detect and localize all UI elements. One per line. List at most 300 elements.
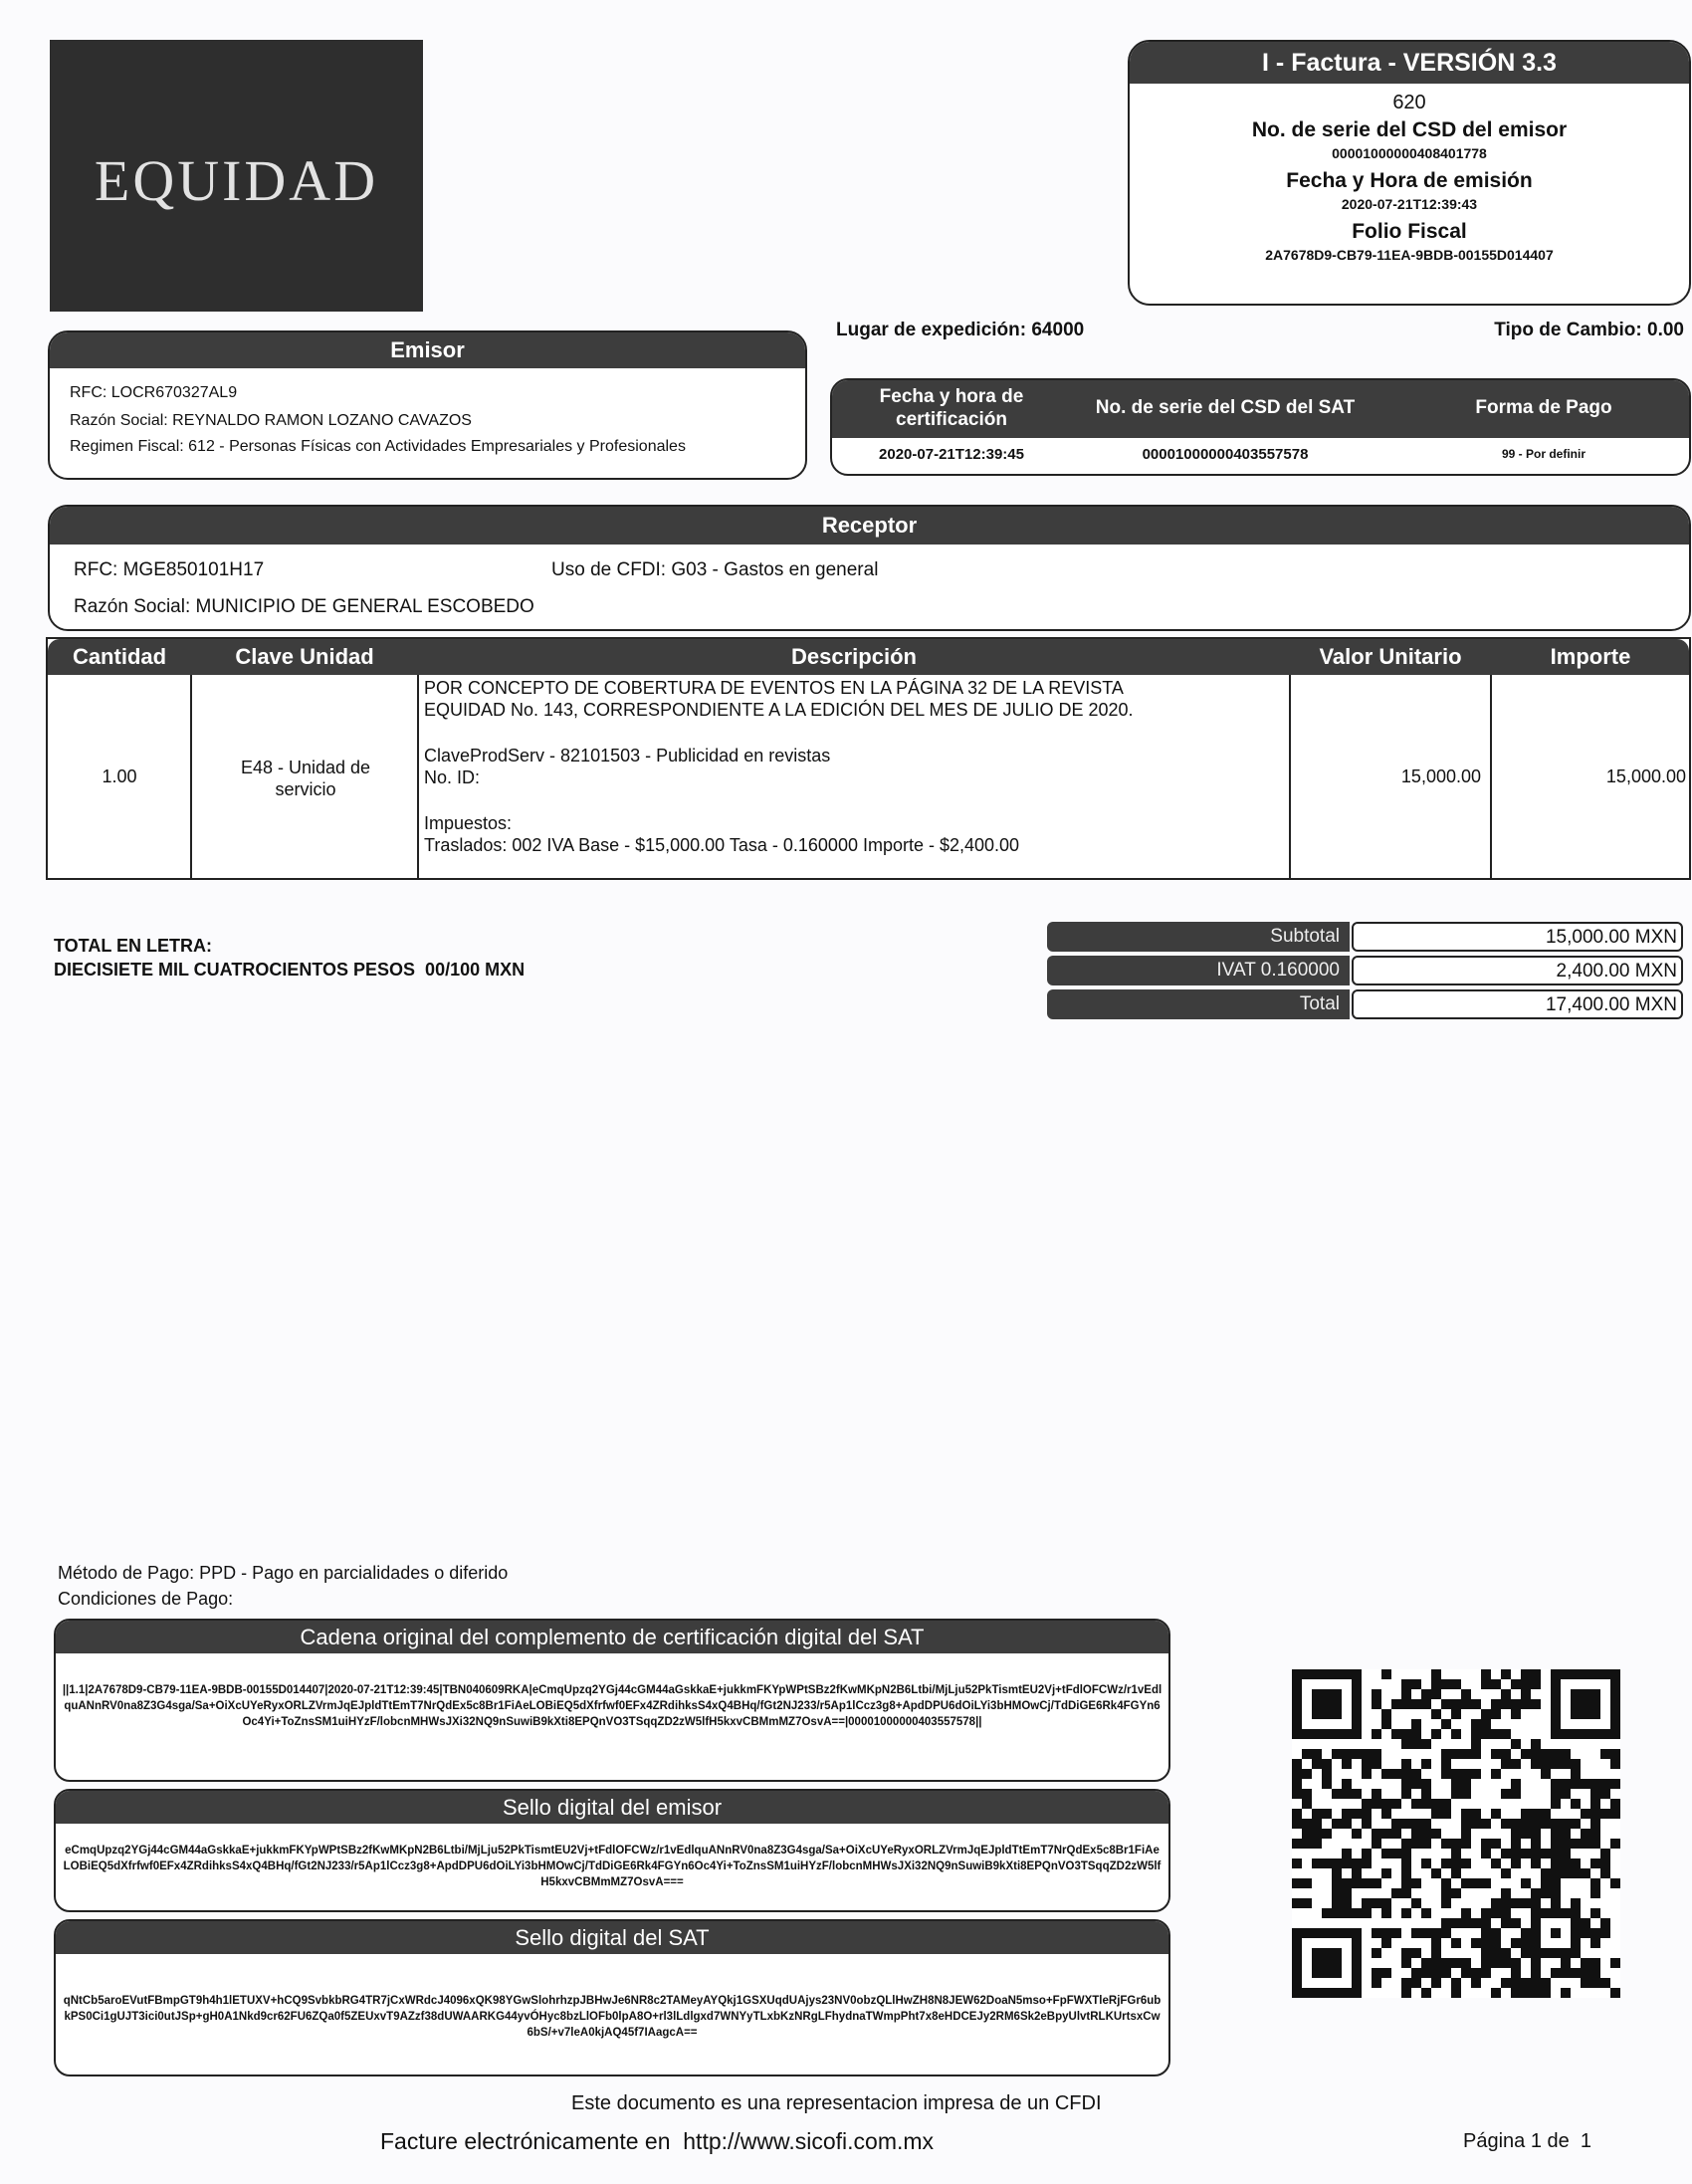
qr-module <box>1521 1809 1531 1819</box>
qr-module <box>1421 1689 1431 1699</box>
cell-impuestos: Impuestos: <box>424 813 513 833</box>
factura-number: 620 <box>1392 92 1426 113</box>
qr-module <box>1551 1789 1561 1799</box>
sello-emisor-box <box>54 1789 1170 1912</box>
qr-module <box>1541 1769 1551 1779</box>
qr-module <box>1590 1968 1600 1978</box>
emisor-title: Emisor <box>50 332 805 368</box>
qr-module <box>1471 1699 1481 1709</box>
qr-module <box>1441 1958 1451 1968</box>
qr-module <box>1372 1749 1381 1759</box>
qr-module <box>1471 1719 1481 1729</box>
qr-module <box>1401 1908 1411 1918</box>
qr-module <box>1531 1968 1541 1978</box>
qr-module <box>1401 1739 1411 1749</box>
column-divider <box>1289 675 1291 878</box>
qr-module <box>1451 1839 1461 1849</box>
qr-module <box>1401 1689 1411 1699</box>
qr-module <box>1590 1819 1600 1829</box>
qr-module <box>1461 1789 1471 1799</box>
qr-module <box>1411 1779 1421 1789</box>
qr-module <box>1461 1699 1471 1709</box>
qr-module <box>1501 1948 1511 1958</box>
qr-module <box>1541 1819 1551 1829</box>
serie-csd-value: 00001000000408401778 <box>1332 145 1487 161</box>
qr-module <box>1481 1679 1491 1689</box>
qr-module <box>1610 1839 1620 1849</box>
qr-module <box>1451 1709 1461 1719</box>
qr-module <box>1312 1759 1322 1769</box>
qr-module <box>1342 1789 1352 1799</box>
qr-module <box>1590 1938 1600 1948</box>
receptor-rfc: RFC: MGE850101H17 <box>74 559 265 580</box>
qr-module <box>1391 1849 1401 1858</box>
qr-module <box>1461 1839 1471 1849</box>
qr-module <box>1431 1689 1441 1699</box>
qr-module <box>1421 1858 1431 1868</box>
qr-module <box>1481 1878 1491 1888</box>
qr-module <box>1471 1878 1481 1888</box>
qr-module <box>1590 1928 1600 1938</box>
qr-module <box>1521 1679 1531 1689</box>
qr-module <box>1531 1839 1541 1849</box>
qr-module <box>1511 1709 1521 1719</box>
certificacion-header <box>832 380 1689 438</box>
qr-module <box>1590 1809 1600 1819</box>
qr-module <box>1581 1928 1590 1938</box>
qr-module <box>1581 1809 1590 1819</box>
qr-module <box>1352 1789 1362 1799</box>
receptor-uso-cfdi: Uso de CFDI: G03 - Gastos en general <box>551 559 879 580</box>
cell-valor-unitario: 15,000.00 <box>1400 766 1481 786</box>
qr-module <box>1421 1928 1431 1938</box>
qr-module <box>1590 1978 1600 1988</box>
qr-module <box>1471 1978 1481 1988</box>
fecha-emision-value: 2020-07-21T12:39:43 <box>1341 196 1478 212</box>
forma-pago-header: Forma de Pago <box>1475 397 1612 418</box>
qr-module <box>1491 1928 1501 1938</box>
qr-module <box>1511 1699 1521 1709</box>
qr-module <box>1352 1749 1362 1759</box>
qr-module <box>1481 1669 1491 1679</box>
qr-module <box>1461 1779 1471 1789</box>
qr-module <box>1581 1868 1590 1878</box>
qr-module <box>1561 1849 1571 1858</box>
qr-module <box>1401 1948 1411 1958</box>
qr-module <box>1461 1918 1471 1928</box>
qr-module <box>1551 1819 1561 1829</box>
qr-module <box>1401 1779 1411 1789</box>
qr-module <box>1471 1769 1481 1779</box>
qr-module <box>1571 1858 1581 1868</box>
fecha-emision-label: Fecha y Hora de emisión <box>1286 169 1533 192</box>
qr-module <box>1381 1849 1391 1858</box>
factura-info-box <box>1128 40 1691 306</box>
qr-module <box>1531 1849 1541 1858</box>
qr-module <box>1322 1769 1332 1779</box>
cell-descripcion-line: POR CONCEPTO DE COBERTURA DE EVENTOS EN LA PÁGINA 32 DE LA REVISTA <box>424 678 1124 698</box>
qr-module <box>1411 1968 1421 1978</box>
qr-module <box>1431 1679 1441 1689</box>
qr-module <box>1411 1978 1421 1988</box>
qr-module <box>1501 1978 1511 1988</box>
qr-module <box>1551 1968 1561 1978</box>
qr-module <box>1481 1918 1491 1928</box>
qr-module <box>1411 1679 1421 1689</box>
qr-module <box>1590 1958 1600 1968</box>
qr-module <box>1471 1729 1481 1739</box>
qr-module <box>1471 1918 1481 1928</box>
qr-module <box>1381 1928 1391 1938</box>
cadena-original-box <box>54 1619 1170 1782</box>
qr-module <box>1491 1938 1501 1948</box>
page-number: Página 1 de 1 <box>1463 2130 1591 2152</box>
qr-module <box>1541 1888 1551 1898</box>
qr-module <box>1292 1819 1302 1829</box>
qr-module <box>1571 1819 1581 1829</box>
qr-module <box>1292 1878 1302 1888</box>
qr-module <box>1511 1679 1521 1689</box>
folio-fiscal-value: 2A7678D9-CB79-11EA-9BDB-00155D014407 <box>1265 247 1554 263</box>
qr-module <box>1531 1958 1541 1968</box>
qr-module <box>1451 1918 1461 1928</box>
qr-module <box>1372 1689 1381 1699</box>
qr-module <box>1401 1729 1411 1739</box>
qr-module <box>1461 1958 1471 1968</box>
qr-module <box>1551 1759 1561 1769</box>
qr-module <box>1332 1749 1342 1759</box>
qr-module <box>1551 1799 1561 1809</box>
qr-module <box>1551 1749 1561 1759</box>
qr-module <box>1491 1729 1501 1739</box>
qr-module <box>1531 1759 1541 1769</box>
qr-module <box>1561 1988 1571 1998</box>
lugar-expedicion: Lugar de expedición: 64000 <box>836 320 1085 340</box>
qr-module <box>1501 1729 1511 1739</box>
qr-module <box>1411 1898 1421 1908</box>
qr-module <box>1561 1779 1571 1789</box>
qr-module <box>1481 1938 1491 1948</box>
qr-module <box>1561 1968 1571 1978</box>
qr-module <box>1401 1878 1411 1888</box>
qr-module <box>1312 1819 1322 1829</box>
qr-module <box>1461 1769 1471 1779</box>
qr-module <box>1391 1769 1401 1779</box>
qr-module <box>1451 1699 1461 1709</box>
qr-module <box>1451 1789 1461 1799</box>
qr-module <box>1561 1819 1571 1829</box>
qr-module <box>1372 1968 1381 1978</box>
qr-module <box>1421 1829 1431 1839</box>
qr-module <box>1501 1789 1511 1799</box>
total-label: Total <box>1047 989 1350 1019</box>
qr-module <box>1372 1928 1381 1938</box>
qr-module <box>1531 1978 1541 1988</box>
qr-module <box>1302 1898 1312 1908</box>
qr-module <box>1461 1878 1471 1888</box>
qr-module <box>1521 1988 1531 1998</box>
subtotal-value: 15,000.00 MXN <box>1352 922 1683 952</box>
qr-module <box>1610 1809 1620 1819</box>
qr-module <box>1511 1898 1521 1908</box>
qr-module <box>1411 1729 1421 1739</box>
qr-module <box>1441 1809 1451 1819</box>
qr-module <box>1501 1898 1511 1908</box>
qr-module <box>1441 1888 1451 1898</box>
qr-module <box>1461 1968 1471 1978</box>
qr-module <box>1342 1878 1352 1888</box>
qr-module <box>1352 1858 1362 1868</box>
qr-module <box>1352 1908 1362 1918</box>
qr-module <box>1610 1759 1620 1769</box>
qr-module <box>1342 1849 1352 1858</box>
qr-module <box>1511 1968 1521 1978</box>
qr-module <box>1421 1908 1431 1918</box>
qr-module <box>1441 1858 1451 1868</box>
emisor-razon-social: Razón Social: REYNALDO RAMON LOZANO CAVAZOS <box>70 412 472 429</box>
qr-module <box>1541 1809 1551 1819</box>
qr-module <box>1471 1938 1481 1948</box>
qr-module <box>1600 1928 1610 1938</box>
qr-module <box>1481 1948 1491 1958</box>
qr-module <box>1401 1839 1411 1849</box>
qr-module <box>1292 1839 1302 1849</box>
qr-module <box>1501 1749 1511 1759</box>
header-valor-unitario: Valor Unitario <box>1319 644 1462 669</box>
qr-module <box>1372 1729 1381 1739</box>
subtotal-label: Subtotal <box>1047 922 1350 952</box>
qr-module <box>1501 1849 1511 1858</box>
qr-module <box>1501 1918 1511 1928</box>
qr-module <box>1451 1938 1461 1948</box>
qr-module <box>1302 1799 1312 1809</box>
qr-module <box>1421 1819 1431 1829</box>
qr-module <box>1401 1769 1411 1779</box>
qr-module <box>1531 1809 1541 1819</box>
metodo-pago: Método de Pago: PPD - Pago en parcialidades o diferido <box>58 1563 509 1583</box>
qr-module <box>1381 1829 1391 1839</box>
qr-module <box>1441 1719 1451 1729</box>
qr-module <box>1521 1749 1531 1759</box>
qr-module <box>1571 1799 1581 1809</box>
qr-module <box>1541 1759 1551 1769</box>
qr-module <box>1372 1978 1381 1988</box>
company-logo <box>50 40 423 312</box>
qr-module <box>1441 1839 1451 1849</box>
qr-module <box>1381 1809 1391 1819</box>
forma-pago-value: 99 - Por definir <box>1501 447 1586 461</box>
qr-module <box>1590 1908 1600 1918</box>
qr-module <box>1292 1759 1302 1769</box>
qr-module <box>1441 1918 1451 1928</box>
qr-module <box>1391 1928 1401 1938</box>
qr-module <box>1421 1779 1431 1789</box>
qr-module <box>1491 1858 1501 1868</box>
qr-module <box>1372 1699 1381 1709</box>
qr-module <box>1431 1868 1441 1878</box>
qr-module <box>1421 1739 1431 1749</box>
qr-module <box>1441 1749 1451 1759</box>
cell-no-id: No. ID: <box>424 767 481 787</box>
qr-module <box>1292 1789 1302 1799</box>
qr-module <box>1531 1679 1541 1689</box>
tipo-cambio: Tipo de Cambio: 0.00 <box>1494 320 1684 340</box>
qr-module <box>1302 1769 1312 1779</box>
qr-module <box>1431 1978 1441 1988</box>
qr-module <box>1481 1928 1491 1938</box>
qr-module <box>1381 1669 1391 1679</box>
qr-module <box>1421 1789 1431 1799</box>
qr-module <box>1411 1839 1421 1849</box>
qr-module <box>1511 1839 1521 1849</box>
qr-module <box>1342 1809 1352 1819</box>
qr-module <box>1571 1839 1581 1849</box>
qr-module <box>1610 1799 1620 1809</box>
qr-module <box>1600 1849 1610 1858</box>
qr-module <box>1391 1829 1401 1839</box>
qr-module <box>1431 1669 1441 1679</box>
qr-module <box>1590 1799 1600 1809</box>
qr-module <box>1541 1749 1551 1759</box>
qr-module <box>1391 1799 1401 1809</box>
qr-module <box>1600 1749 1610 1759</box>
qr-module <box>1441 1699 1451 1709</box>
qr-module <box>1600 1918 1610 1928</box>
qr-module <box>1521 1689 1531 1699</box>
qr-module <box>1481 1729 1491 1739</box>
qr-module <box>1381 1709 1391 1719</box>
qr-module <box>1501 1699 1511 1709</box>
serie-csd-label: No. de serie del CSD del emisor <box>1251 118 1568 141</box>
qr-module <box>1471 1819 1481 1829</box>
header-cantidad: Cantidad <box>72 644 167 669</box>
qr-module <box>1302 1749 1312 1759</box>
qr-module <box>1401 1699 1411 1709</box>
qr-module <box>1381 1938 1391 1948</box>
qr-module <box>1551 1829 1561 1839</box>
qr-module <box>1401 1978 1411 1988</box>
qr-module <box>1441 1878 1451 1888</box>
sello-emisor-title: Sello digital del emisor <box>56 1791 1168 1824</box>
qr-module <box>1312 1839 1322 1849</box>
qr-module <box>1610 1749 1620 1759</box>
qr-module <box>1521 1898 1531 1908</box>
qr-module <box>1411 1829 1421 1839</box>
qr-module <box>1511 1759 1521 1769</box>
qr-module <box>1501 1689 1511 1699</box>
qr-module <box>1362 1908 1372 1918</box>
qr-module <box>1362 1819 1372 1829</box>
qr-module <box>1561 1958 1571 1968</box>
qr-module <box>1451 1749 1461 1759</box>
qr-module <box>1511 1819 1521 1829</box>
qr-module <box>1521 1978 1531 1988</box>
qr-module <box>1491 1699 1501 1709</box>
cadena-original-title: Cadena original del complemento de certificación digital del SAT <box>56 1621 1168 1653</box>
qr-module <box>1581 1918 1590 1928</box>
qr-module <box>1491 1769 1501 1779</box>
qr-module <box>1342 1858 1352 1868</box>
qr-module <box>1590 1839 1600 1849</box>
qr-module <box>1312 1809 1322 1819</box>
qr-module <box>1372 1948 1381 1958</box>
qr-module <box>1352 1829 1362 1839</box>
qr-module <box>1431 1938 1441 1948</box>
sello-emisor-text: eCmqUpzq2YGj44cGM44aGskkaE+jukkmFKYpWPtSBz2fKwMKpN2B6Ltbi/MjLju52PkTismtEU2Vj+tFdlOFCWz/r1vEdlquANnRV0na8Z3G4sga/Sa+OiXcUYeRyxORLZVrmJqEJpldTtEmT7NrQdEx5c8Br1FiAeLOBiEQ5dXfrfwf0EFx4ZRdihksS4xQ4BHq/fGt2NJ233/r5Ap1lCcz3g8+ApdDPU6dOiLYi3bHMOwCj/TdDiGE6Rk4FGYn6Oc4Yi+ToZnsSM1uiHYzF/lobcnMHWsJXi32NQ9nSuwiB9kXti8EPQnVO3TSqqZD2zW5lfH5kxvCBMmMZ7OsvA=== <box>63 1845 1162 1888</box>
qr-module <box>1362 1799 1372 1809</box>
sicofi-link[interactable]: Facture electrónicamente en http://www.sicofi.com.mx <box>380 2128 935 2154</box>
items-table <box>46 637 1691 880</box>
total-letra-label: TOTAL EN LETRA: <box>54 936 212 956</box>
qr-module <box>1322 1759 1332 1769</box>
qr-module <box>1590 1789 1600 1799</box>
qr-module <box>1531 1988 1541 1998</box>
qr-module <box>1312 1689 1342 1719</box>
qr-module <box>1590 1858 1600 1868</box>
qr-module <box>1302 1819 1312 1829</box>
qr-module <box>1501 1759 1511 1769</box>
qr-module <box>1342 1759 1352 1769</box>
qr-module <box>1451 1679 1461 1689</box>
qr-module <box>1521 1878 1531 1888</box>
sello-sat-box <box>54 1919 1170 2076</box>
cfdi-note: Este documento es una representacion impresa de un CFDI <box>571 2092 1102 2114</box>
qr-module <box>1292 1769 1302 1779</box>
cert-fecha-value: 2020-07-21T12:39:45 <box>879 446 1024 463</box>
qr-module <box>1581 1779 1590 1789</box>
qr-module <box>1372 1829 1381 1839</box>
qr-module <box>1302 1829 1312 1839</box>
qr-module <box>1521 1938 1531 1948</box>
qr-module <box>1431 1968 1441 1978</box>
qr-module <box>1531 1888 1541 1898</box>
qr-module <box>1352 1878 1362 1888</box>
qr-module <box>1411 1799 1421 1809</box>
qr-module <box>1590 1878 1600 1888</box>
qr-module <box>1421 1799 1431 1809</box>
qr-module <box>1381 1719 1391 1729</box>
emisor-rfc: RFC: LOCR670327AL9 <box>70 384 238 401</box>
qr-module <box>1521 1849 1531 1858</box>
qr-module <box>1421 1759 1431 1769</box>
qr-module <box>1600 1809 1610 1819</box>
iva-value: 2,400.00 MXN <box>1352 956 1683 985</box>
qr-module <box>1352 1809 1362 1819</box>
qr-module <box>1431 1729 1441 1739</box>
qr-module <box>1441 1679 1451 1689</box>
header-importe: Importe <box>1550 644 1631 669</box>
qr-module <box>1451 1769 1461 1779</box>
qr-module <box>1461 1809 1471 1819</box>
qr-module <box>1362 1878 1372 1888</box>
qr-module <box>1600 1868 1610 1878</box>
qr-module <box>1531 1739 1541 1749</box>
qr-module <box>1312 1829 1322 1839</box>
qr-module <box>1561 1829 1571 1839</box>
qr-module <box>1292 1858 1302 1868</box>
header-descripcion: Descripción <box>791 644 917 669</box>
qr-module <box>1531 1858 1541 1868</box>
qr-module <box>1332 1789 1342 1799</box>
qr-module <box>1531 1819 1541 1829</box>
qr-module <box>1541 1868 1551 1878</box>
qr-module <box>1322 1908 1332 1918</box>
column-divider <box>1490 675 1492 878</box>
qr-module <box>1431 1928 1441 1938</box>
qr-module <box>1401 1888 1411 1898</box>
qr-module <box>1561 1839 1571 1849</box>
qr-module <box>1481 1849 1491 1858</box>
